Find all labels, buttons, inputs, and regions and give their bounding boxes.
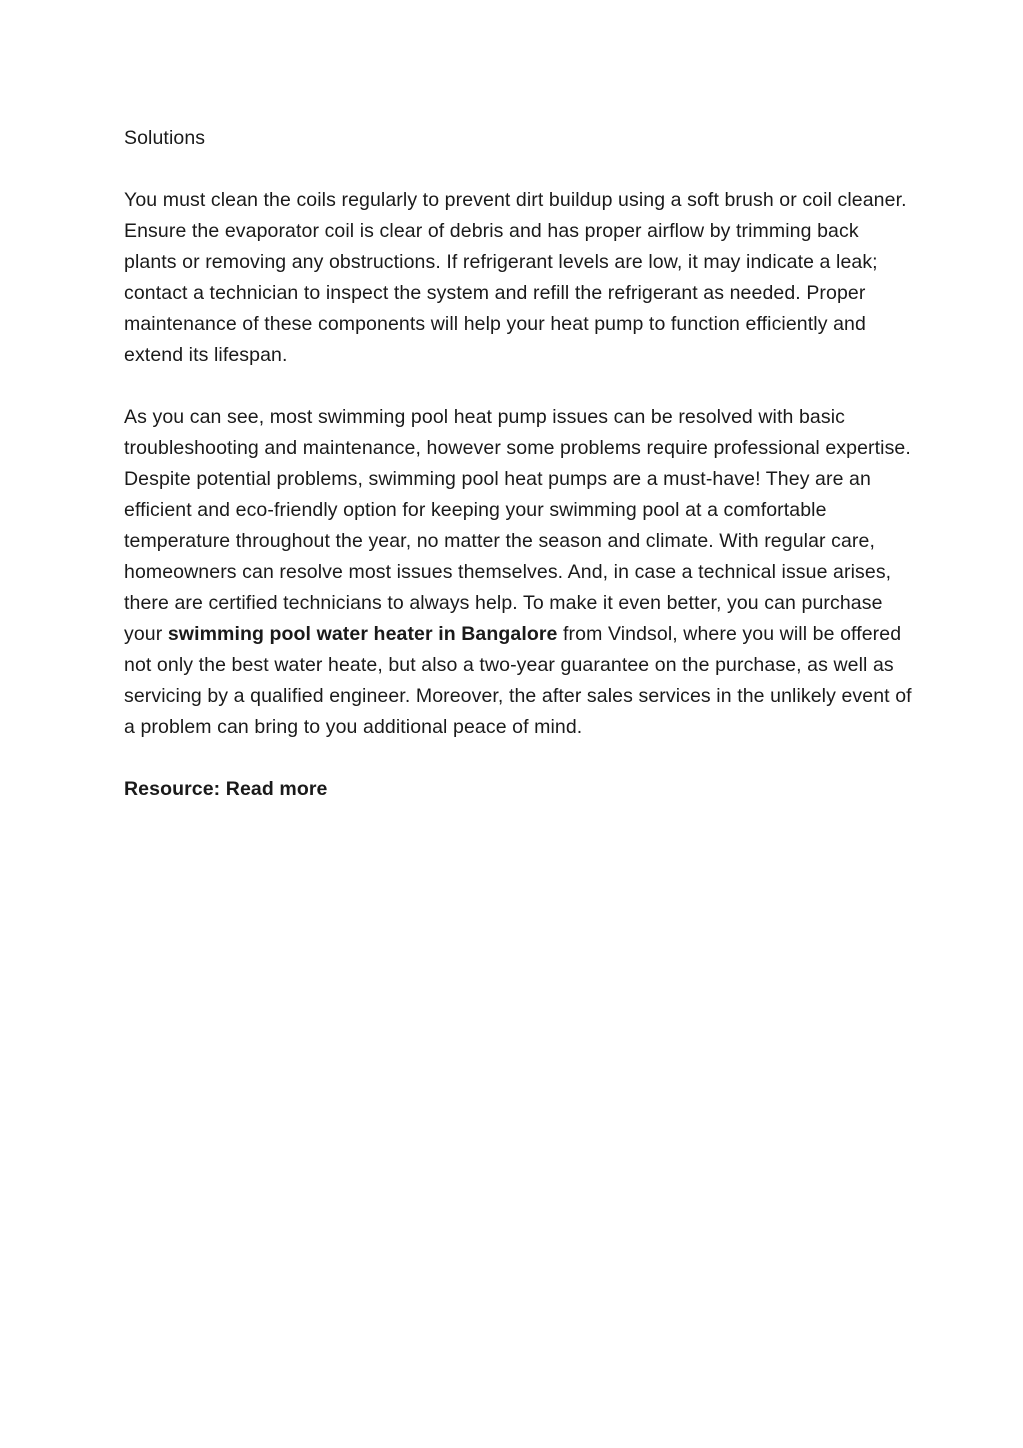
document-page [124, 123, 914, 805]
paragraph-conclusion [124, 402, 914, 743]
resource-read-more-link[interactable]: Resource: Read more [124, 778, 328, 800]
paragraph-maintenance [124, 185, 914, 371]
bold-keyword-link[interactable]: swimming pool water heater in Bangalore [167, 623, 558, 645]
paragraph-maintenance-text: You must clean the coils regularly to prevent dirt buildup using a soft brush or coil cleaner. Ensure the evaporator coil is clear of debris and has proper airflow by trimming back plants or removing any obstructions. If refrigerant levels are low, it may indicate a leak; contact a technician to inspect the system and refill the refrigerant as needed. Proper maintenance of these components will help your heat pump to function efficiently and extend its lifespan. [124, 189, 907, 366]
paragraph-conclusion-text-start: As you can see, most swimming pool heat pump issues can be resolved with basic troubleshooting and maintenance, however some problems require professional expertise. Despite potential problems, swimming pool heat pumps are a must-have! They are an efficient and eco-friendly option for keeping your swimming pool at a comfortable temperature throughout the year, no matter the season and climate. With regular care, homeowners can resolve most issues themselves. And, in case a technical issue arises, there are certified technicians to always help. To make it even better, you can purchase your [124, 406, 911, 645]
paragraph-conclusion-text-end: from Vindsol, where you will be offered not only the best water heate, but also a two-year guarantee on the purchase, as well as servicing by a qualified engineer. Moreover, the after sales services in the unlikely event of a problem can bring to you additional peace of mind. [124, 623, 912, 738]
section-heading: Solutions [124, 127, 206, 149]
